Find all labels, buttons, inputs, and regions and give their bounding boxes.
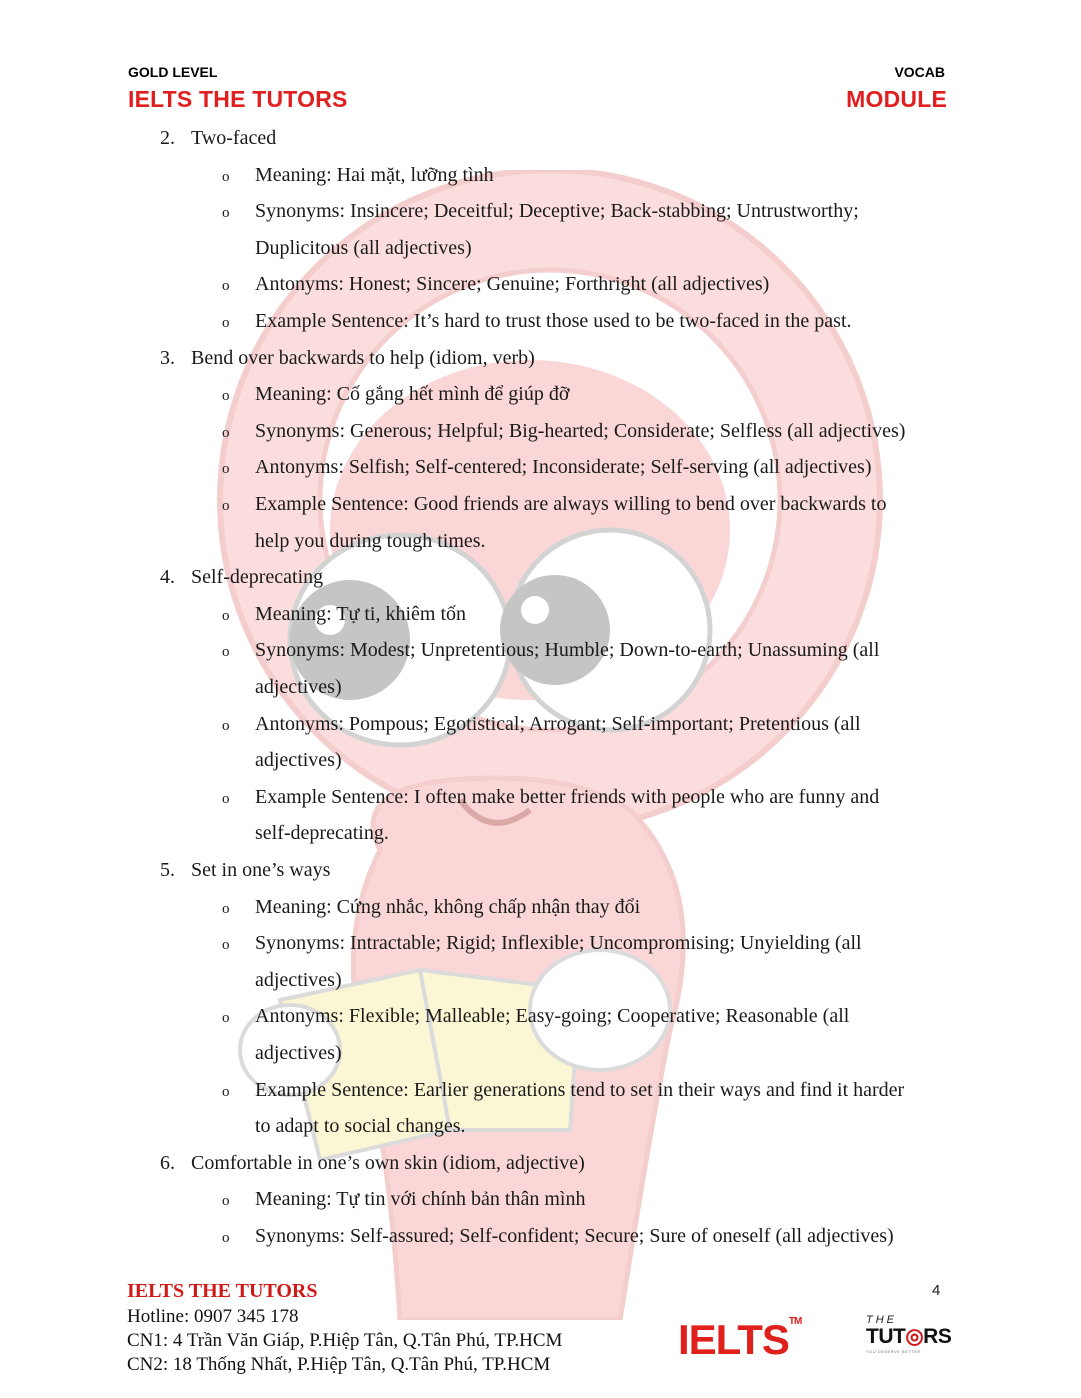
detail-line: Meaning: Tự tin với chính bản thân mình (255, 1188, 586, 1211)
vocab-term: Two-faced (191, 127, 277, 149)
the-tutors-logo (866, 1314, 956, 1364)
bullet-icon: o (222, 900, 230, 917)
detail-line: Duplicitous (all adjectives) (255, 236, 472, 259)
detail-line: Synonyms: Insincere; Deceitful; Deceptive; Back-stabbing; Untrustworthy; (255, 200, 859, 223)
bullet-icon: o (222, 1083, 230, 1100)
bullet-icon: o (222, 607, 230, 624)
detail-line: Synonyms: Intractable; Rigid; Inflexible; Uncompromising; Unyielding (all (255, 932, 862, 955)
logo-tut: TUT (866, 1325, 906, 1348)
detail-line: to adapt to social changes. (255, 1115, 466, 1138)
header-section: VOCAB (894, 64, 945, 80)
footer-address-2: CN2: 18 Thống Nhất, P.Hiệp Tân, Q.Tân Phú, TP.HCM (127, 1354, 551, 1375)
detail-line: Meaning: Cố gắng hết mình để giúp đỡ (255, 383, 570, 406)
vocab-term: Comfortable in one’s own skin (idiom, adjective) (191, 1151, 585, 1174)
bullet-icon: o (222, 1010, 230, 1027)
bullet-icon: o (222, 937, 230, 954)
detail-line: adjectives) (255, 968, 342, 991)
vocab-term: Self-deprecating (191, 566, 324, 589)
detail-line: Example Sentence: Good friends are always willing to bend over backwards to (255, 493, 887, 515)
bullet-icon: o (222, 644, 230, 661)
bullet-icon: o (222, 1230, 230, 1246)
detail-line: Example Sentence: I often make better friends with people who are funny and (255, 785, 880, 808)
vocab-term: Set in one’s ways (191, 859, 331, 881)
bullet-icon: o (222, 278, 230, 295)
header-module: MODULE (846, 86, 947, 112)
detail-line: self-deprecating. (255, 822, 389, 845)
logo-rs: RS (923, 1325, 952, 1348)
bullet-icon: o (222, 424, 230, 441)
detail-line: adjectives) (255, 676, 342, 698)
detail-line: adjectives) (255, 1042, 342, 1064)
detail-line: Meaning: Cứng nhắc, không chấp nhận thay đổi (255, 895, 641, 918)
page-number: 4 (932, 1282, 941, 1299)
logo-tagline: YOU DESERVE BETTER (866, 1349, 921, 1354)
item-number: 5. (160, 859, 175, 881)
bullet-icon: o (222, 315, 230, 331)
detail-line: adjectives) (255, 749, 342, 772)
item-number: 6. (160, 1151, 175, 1174)
ielts-logo (678, 1316, 801, 1364)
detail-line: Synonyms: Modest; Unpretentious; Humble; Down-to-earth; Unassuming (all (255, 639, 880, 662)
bullet-icon: o (222, 388, 230, 405)
footer-hotline: Hotline: 0907 345 178 (127, 1306, 299, 1327)
detail-line: Meaning: Tự ti, khiêm tốn (255, 602, 467, 625)
ielts-logo-tm: TM (788, 1316, 802, 1327)
item-number: 4. (160, 566, 175, 589)
bullet-icon: o (222, 168, 230, 185)
detail-line: Example Sentence: Earlier generations tend to set in their ways and find it harder (255, 1078, 905, 1101)
detail-line: Antonyms: Honest; Sincere; Genuine; Forthright (all adjectives) (255, 273, 770, 296)
vocab-term: Bend over backwards to help (idiom, verb) (191, 346, 535, 369)
logo-the: THE (866, 1314, 897, 1326)
bullet-icon: o (222, 205, 230, 222)
detail-line: Synonyms: Self-assured; Self-confident; Secure; Sure of oneself (all adjectives) (255, 1225, 894, 1247)
detail-line: Synonyms: Generous; Helpful; Big-hearted; Considerate; Selfless (all adjectives) (255, 419, 906, 442)
mascot-watermark (150, 170, 950, 1320)
bullet-icon: o (222, 1193, 230, 1210)
logo-wordmark (866, 1324, 956, 1349)
header-brand: IELTS THE TUTORS (128, 86, 348, 112)
bullet-icon: o (222, 461, 230, 478)
bullet-icon: o (222, 717, 230, 734)
detail-line: Meaning: Hai mặt, lưỡng tình (255, 163, 494, 186)
detail-line: Antonyms: Pompous; Egotistical; Arrogant; Self-important; Pretentious (all (255, 712, 861, 735)
detail-line: Antonyms: Flexible; Malleable; Easy-going; Cooperative; Reasonable (all (255, 1005, 850, 1028)
footer-address-1: CN1: 4 Trần Văn Giáp, P.Hiệp Tân, Q.Tân Phú, TP.HCM (127, 1330, 563, 1351)
detail-line: help you during tough times. (255, 529, 486, 552)
target-icon: ◎ (905, 1325, 924, 1348)
detail-line: Example Sentence: It’s hard to trust those used to be two-faced in the past. (255, 310, 852, 332)
detail-line: Antonyms: Selfish; Self-centered; Inconsiderate; Self-serving (all adjectives) (255, 456, 872, 479)
bullet-icon: o (222, 498, 230, 514)
bullet-icon: o (222, 790, 230, 807)
footer-brand: IELTS THE TUTORS (127, 1280, 318, 1302)
item-number: 3. (160, 346, 175, 369)
ielts-logo-text: IELTS (678, 1316, 789, 1363)
item-number: 2. (160, 127, 175, 149)
header-level: GOLD LEVEL (128, 64, 218, 80)
